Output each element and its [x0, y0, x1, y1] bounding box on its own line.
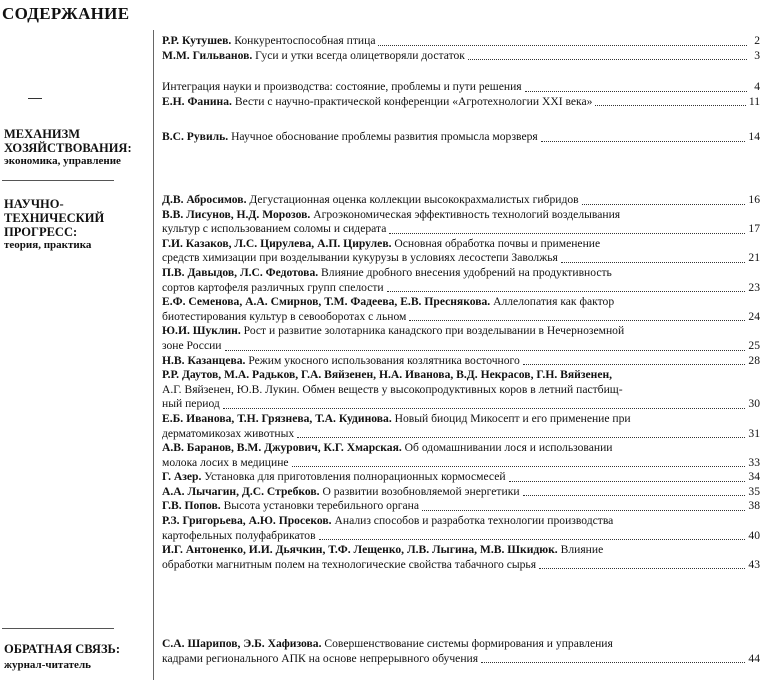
entry-page: 3 [754, 48, 760, 62]
entry-authors: Е.Б. Иванова, Т.Н. Грязнева, Т.А. Кудинова. [162, 411, 392, 425]
entry-authors: А.А. Лычагин, Д.С. Стребков. [162, 484, 320, 498]
section-rule [2, 628, 114, 629]
entry-title: Аллелопатия как фактор [493, 295, 615, 309]
entry-page: 23 [748, 280, 760, 294]
toc-entry [162, 368, 760, 412]
entry-title: Интеграция науки и производства: состояние, проблемы и пути решения [162, 80, 522, 93]
entry-page: 28 [748, 353, 760, 367]
toc-entry [162, 295, 760, 324]
entry-page: 38 [748, 499, 760, 513]
section-title-line: ТЕХНИЧЕСКИЙ [4, 211, 105, 225]
entry-title-cont: кадрами регионального АПК на основе непрерывного обучения [162, 651, 479, 665]
entry-title: Высота установки теребильного органа [223, 499, 419, 513]
entry-authors: Г.И. Казаков, Л.С. Цирулева, А.П. Цирулев. [162, 236, 392, 250]
entry-authors: П.В. Давыдов, Л.С. Федотова. [162, 265, 319, 279]
entry-page: 35 [748, 484, 760, 498]
toc-entry [162, 354, 760, 369]
entries-block [162, 80, 760, 109]
entry-title: Установка для приготовления полнорационных кормосмесей [204, 470, 506, 484]
entry-title-cont: молока лосих в медицине [162, 455, 289, 469]
entry-title: Режим укосного использования козлятника восточного [248, 353, 520, 367]
toc-entry [162, 237, 760, 266]
entry-authors: Р.Р. Даутов, М.А. Радьков, Г.А. Вяйзенен, Н.А. Иванова, В.Д. Некрасов, Г.Н. Вяйзенен, [162, 368, 613, 382]
entry-authors: А.В. Баранов, В.М. Джурович, К.Г. Хмарская. [162, 441, 402, 455]
entry-authors: Р.Р. Кутушев. [162, 34, 232, 47]
entry-page: 34 [748, 470, 760, 484]
toc-entry [162, 412, 760, 441]
section-rule [2, 180, 114, 181]
entry-authors: Н.В. Казанцева. [162, 353, 246, 367]
entry-title-cont: обработки магнитным полем на технологические свойства табачного сырья [162, 557, 537, 571]
entry-title-cont: биотестирования культур в севооборотах с льном [162, 309, 407, 323]
section-subtitle: журнал-читатель [4, 659, 91, 671]
entry-title: Научное обоснование проблемы развития промысла морзверя [231, 130, 538, 143]
toc-title: СОДЕРЖАНИЕ [2, 4, 130, 23]
toc-entry [162, 266, 760, 295]
section-mechanism [4, 127, 132, 168]
entry-title: Влияние [560, 543, 604, 557]
entry-authors: С.А. Шарипов, Э.Б. Хафизова. [162, 637, 322, 650]
entry-page: 40 [748, 528, 760, 542]
entry-authors: В.С. Рувиль. [162, 130, 229, 143]
toc-entry [162, 193, 760, 208]
toc-entry [162, 485, 760, 500]
entry-page: 14 [748, 130, 760, 143]
toc-entry [162, 499, 760, 514]
section-title-line: ХОЗЯЙСТВОВАНИЯ: [4, 141, 132, 155]
entry-title: Дегустационная оценка коллекции высококрахмалистых гибридов [249, 193, 579, 206]
entry-title: Гуси и утки всегда олицетворяли достаток [255, 48, 465, 62]
section-title-line: НАУЧНО- [4, 197, 64, 211]
entry-page: 17 [748, 222, 760, 236]
entries-block [162, 637, 760, 666]
entry-title: А.Г. Вяйзенен, Ю.В. Лукин. Обмен веществ у высокопродуктивных коров в летний пастбищ- [162, 382, 623, 396]
entry-title-cont: дерматомикозах животных [162, 426, 295, 440]
entry-title-cont: ный период [162, 397, 220, 411]
toc-entry [162, 324, 760, 353]
toc-entry [162, 441, 760, 470]
section-feedback [4, 642, 120, 672]
entry-page: 11 [748, 94, 760, 108]
section-title-line: МЕХАНИЗМ [4, 127, 81, 141]
toc-entry [162, 543, 760, 572]
section-title-line: ПРОГРЕСС: [4, 225, 78, 239]
entry-title-cont: средств химизации при возделывании кукурузы в условиях лесостепи Заволжья [162, 251, 558, 265]
entry-title: Об одомашнивании лося и использовании [404, 441, 613, 455]
entry-authors: Д.В. Абросимов. [162, 193, 247, 206]
section-subtitle: экономика, управление [4, 155, 121, 167]
column-divider [153, 30, 154, 680]
toc-entry [162, 49, 760, 64]
toc-entry [162, 130, 760, 145]
entry-page: 21 [748, 251, 760, 265]
entry-title-cont: культур с использованием соломы и сидерата [162, 222, 387, 236]
entry-authors: Г. Азер. [162, 470, 202, 484]
toc-entry [162, 514, 760, 543]
dash-mark [28, 98, 42, 99]
entry-title: Основная обработка почвы и применение [394, 236, 601, 250]
entry-authors: М.М. Гильванов. [162, 48, 253, 62]
entry-page: 4 [754, 80, 760, 93]
entries-block [162, 34, 760, 63]
entry-page: 24 [748, 309, 760, 323]
toc-entry [162, 637, 760, 666]
entry-page: 33 [748, 455, 760, 469]
entry-title-cont: сортов картофеля различных групп спелости [162, 280, 384, 294]
entry-page: 44 [748, 651, 760, 665]
toc-entry [162, 470, 760, 485]
entry-page: 30 [748, 397, 760, 411]
entry-title: Совершенствование системы формирования и управления [324, 637, 613, 650]
entry-page: 31 [748, 426, 760, 440]
toc-entry [162, 80, 760, 95]
entries-block [162, 193, 760, 572]
entry-authors: Р.З. Григорьева, А.Ю. Просеков. [162, 514, 332, 528]
entry-title: Конкурентоспособная птица [234, 34, 376, 47]
entry-title: О развитии возобновляемой энергетики [322, 484, 520, 498]
entry-page: 25 [748, 338, 760, 352]
toc-entry [162, 208, 760, 237]
entry-page: 16 [748, 193, 760, 206]
toc-entry [162, 34, 760, 49]
entry-title: Агроэкономическая эффективность технологий возделывания [313, 207, 621, 221]
section-progress [4, 197, 104, 252]
entry-title: Рост и развитие золотарника канадского при возделывании в Нечерноземной [243, 324, 625, 338]
entry-title: Влияние дробного внесения удобрений на продуктивность [321, 265, 612, 279]
entry-title-cont: картофельных полуфабрикатов [162, 528, 316, 542]
entry-page: 43 [748, 557, 760, 571]
entries-block [162, 130, 760, 145]
toc-entry [162, 95, 760, 110]
entry-authors: В.В. Лисунов, Н.Д. Морозов. [162, 207, 311, 221]
entry-authors: Ю.И. Шуклин. [162, 324, 241, 338]
section-subtitle: теория, практика [4, 239, 92, 251]
entry-authors: Е.Н. Фанина. [162, 94, 232, 108]
entry-authors: Е.Ф. Семенова, А.А. Смирнов, Т.М. Фадеева, Е.В. Преснякова. [162, 295, 491, 309]
entry-title-cont: зоне России [162, 338, 222, 352]
entry-authors: И.Г. Антоненко, И.И. Дьячкин, Т.Ф. Лещенко, Л.В. Лыгина, М.В. Шкидюк. [162, 543, 558, 557]
entry-title: Анализ способов и разработка технологии производства [334, 514, 614, 528]
entry-authors: Г.В. Попов. [162, 499, 221, 513]
entry-title: Вести с научно-практической конференции «Агротехнологии XXI века» [234, 94, 593, 108]
section-title-line: ОБРАТНАЯ СВЯЗЬ: [4, 642, 120, 656]
entry-page: 2 [754, 34, 760, 47]
entry-title: Новый биоцид Микосепт и его применение при [394, 411, 631, 425]
